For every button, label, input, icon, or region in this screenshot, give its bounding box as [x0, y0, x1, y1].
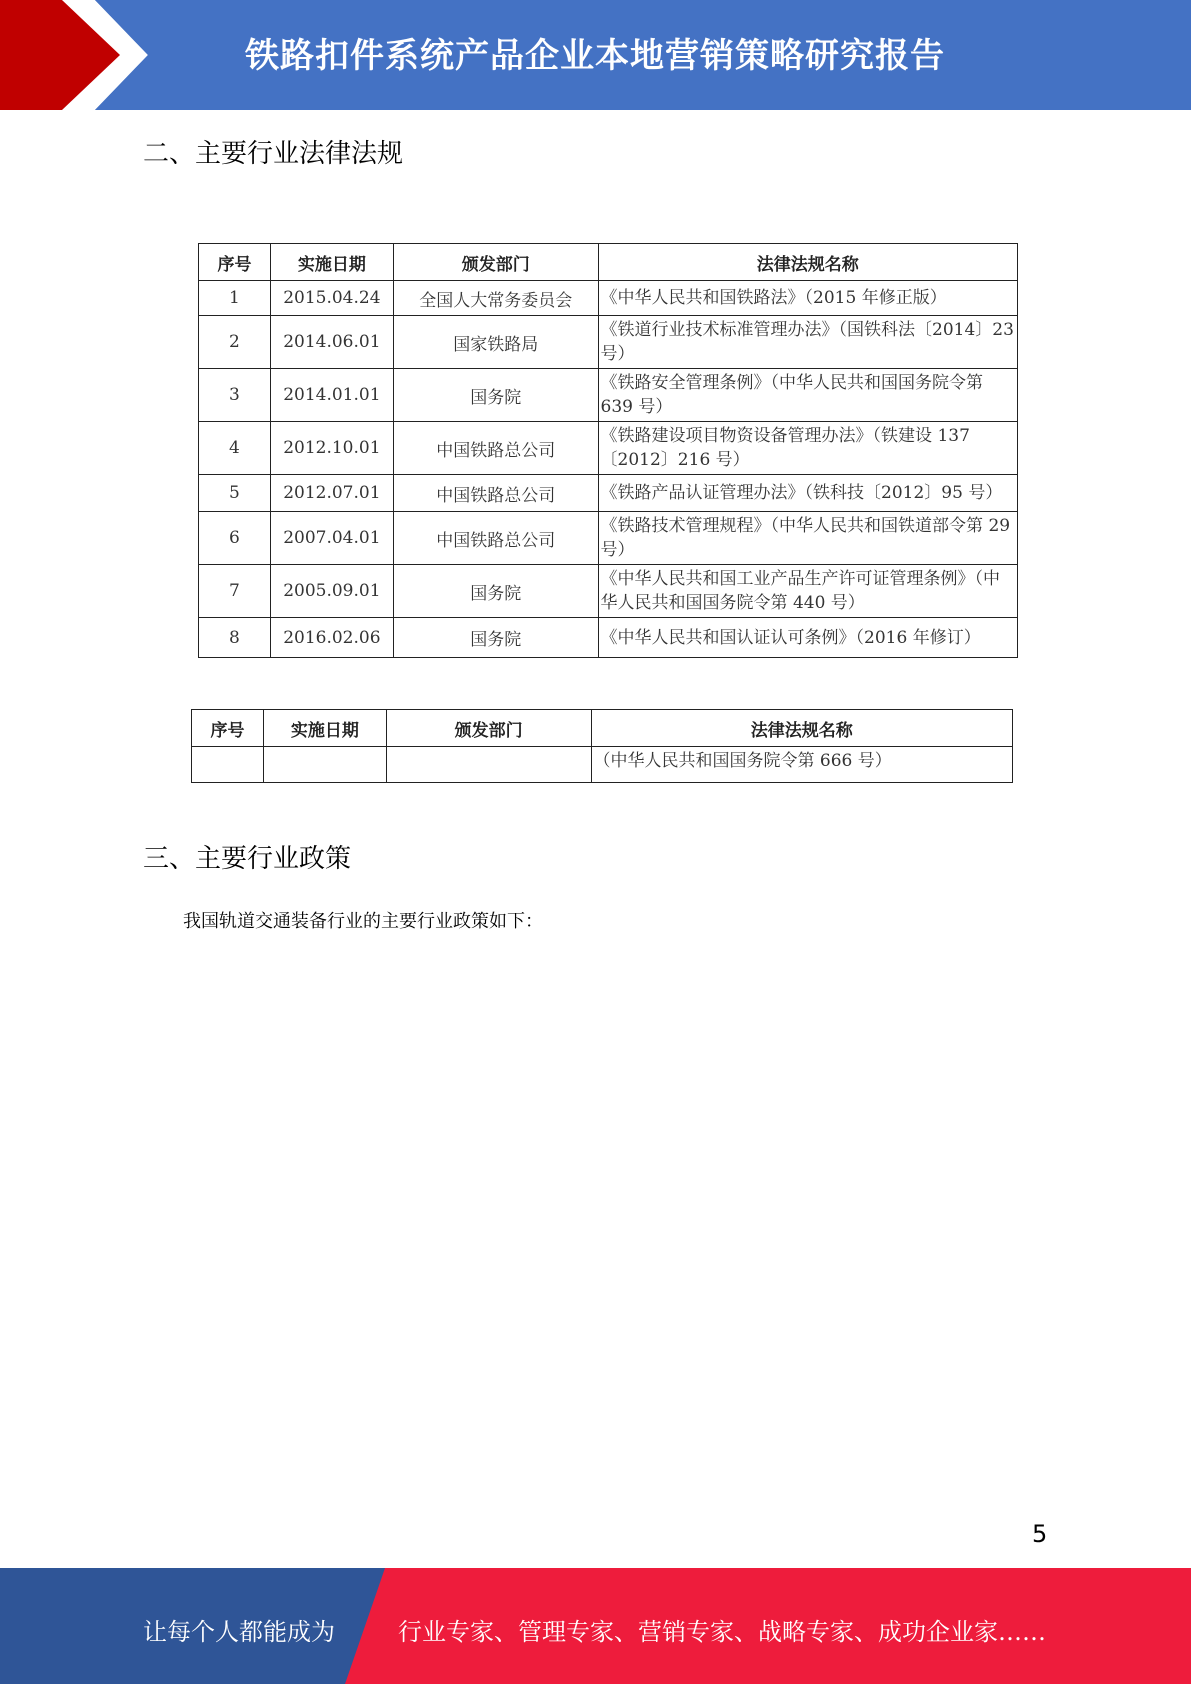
cell-no [192, 747, 264, 783]
cell-dept: 国家铁路局 [393, 316, 598, 369]
cell-no: 2 [199, 316, 271, 369]
table-row [199, 618, 1018, 658]
col-header-name: 法律法规名称 [598, 244, 1017, 281]
cell-date [263, 747, 386, 783]
cell-dept: 国务院 [393, 369, 598, 422]
cell-date: 2016.02.06 [270, 618, 393, 658]
cell-no: 5 [199, 475, 271, 512]
table-row [192, 747, 1013, 783]
cell-law-name: 《铁路技术管理规程》（中华人民共和国铁道部令第 29 号） [598, 512, 1017, 565]
cell-dept: 中国铁路总公司 [393, 512, 598, 565]
cell-law-name: 《铁路产品认证管理办法》（铁科技〔2012〕95 号） [598, 475, 1017, 512]
cell-dept: 国务院 [393, 565, 598, 618]
cell-no: 4 [199, 422, 271, 475]
cell-dept: 国务院 [393, 618, 598, 658]
cell-law-name: 《中华人民共和国工业产品生产许可证管理条例》（中华人民共和国国务院令第 440 号） [598, 565, 1017, 618]
table-row [199, 475, 1018, 512]
table-row [199, 422, 1018, 475]
table-header-row [192, 710, 1013, 747]
footer-slogan-right: 行业专家、管理专家、营销专家、战略专家、成功企业家…… [398, 1618, 1046, 1646]
cell-law-name: （中华人民共和国国务院令第 666 号） [591, 747, 1013, 783]
cell-dept [386, 747, 591, 783]
table-header-row [199, 244, 1018, 281]
cell-no: 8 [199, 618, 271, 658]
cell-dept: 中国铁路总公司 [393, 475, 598, 512]
table-row [199, 316, 1018, 369]
cell-dept: 全国人大常务委员会 [393, 281, 598, 316]
table-row [199, 565, 1018, 618]
col-header-date: 实施日期 [270, 244, 393, 281]
cell-date: 2007.04.01 [270, 512, 393, 565]
laws-table [198, 243, 1018, 658]
col-header-no: 序号 [192, 710, 264, 747]
report-title: 铁路扣件系统产品企业本地营销策略研究报告 [245, 36, 945, 76]
policy-intro-paragraph: 我国轨道交通装备行业的主要行业政策如下： [183, 911, 543, 932]
table-row [199, 281, 1018, 316]
cell-law-name: 《中华人民共和国铁路法》（2015 年修正版） [598, 281, 1017, 316]
cell-law-name: 《铁路建设项目物资设备管理办法》（铁建设 137〔2012〕216 号） [598, 422, 1017, 475]
table-row [199, 512, 1018, 565]
page-footer [0, 1568, 1191, 1684]
cell-date: 2012.10.01 [270, 422, 393, 475]
col-header-dept: 颁发部门 [386, 710, 591, 747]
col-header-name: 法律法规名称 [591, 710, 1013, 747]
cell-law-name: 《铁路安全管理条例》（中华人民共和国国务院令第 639 号） [598, 369, 1017, 422]
section-title-policies: 三、主要行业政策 [143, 844, 352, 874]
cell-dept: 中国铁路总公司 [393, 422, 598, 475]
cell-no: 1 [199, 281, 271, 316]
cell-date: 2015.04.24 [270, 281, 393, 316]
col-header-date: 实施日期 [263, 710, 386, 747]
table-row [199, 369, 1018, 422]
footer-slogan-left: 让每个人都能成为 [143, 1618, 335, 1646]
cell-date: 2012.07.01 [270, 475, 393, 512]
cell-date: 2005.09.01 [270, 565, 393, 618]
cell-no: 6 [199, 512, 271, 565]
col-header-dept: 颁发部门 [393, 244, 598, 281]
section-title-laws: 二、主要行业法律法规 [143, 139, 404, 169]
page-header [0, 0, 1191, 110]
laws-table-continued [191, 709, 1013, 783]
cell-law-name: 《铁道行业技术标准管理办法》（国铁科法〔2014〕23 号） [598, 316, 1017, 369]
cell-law-name: 《中华人民共和国认证认可条例》（2016 年修订） [598, 618, 1017, 658]
cell-date: 2014.06.01 [270, 316, 393, 369]
page-number: 5 [1032, 1520, 1048, 1548]
cell-date: 2014.01.01 [270, 369, 393, 422]
cell-no: 3 [199, 369, 271, 422]
col-header-no: 序号 [199, 244, 271, 281]
cell-no: 7 [199, 565, 271, 618]
